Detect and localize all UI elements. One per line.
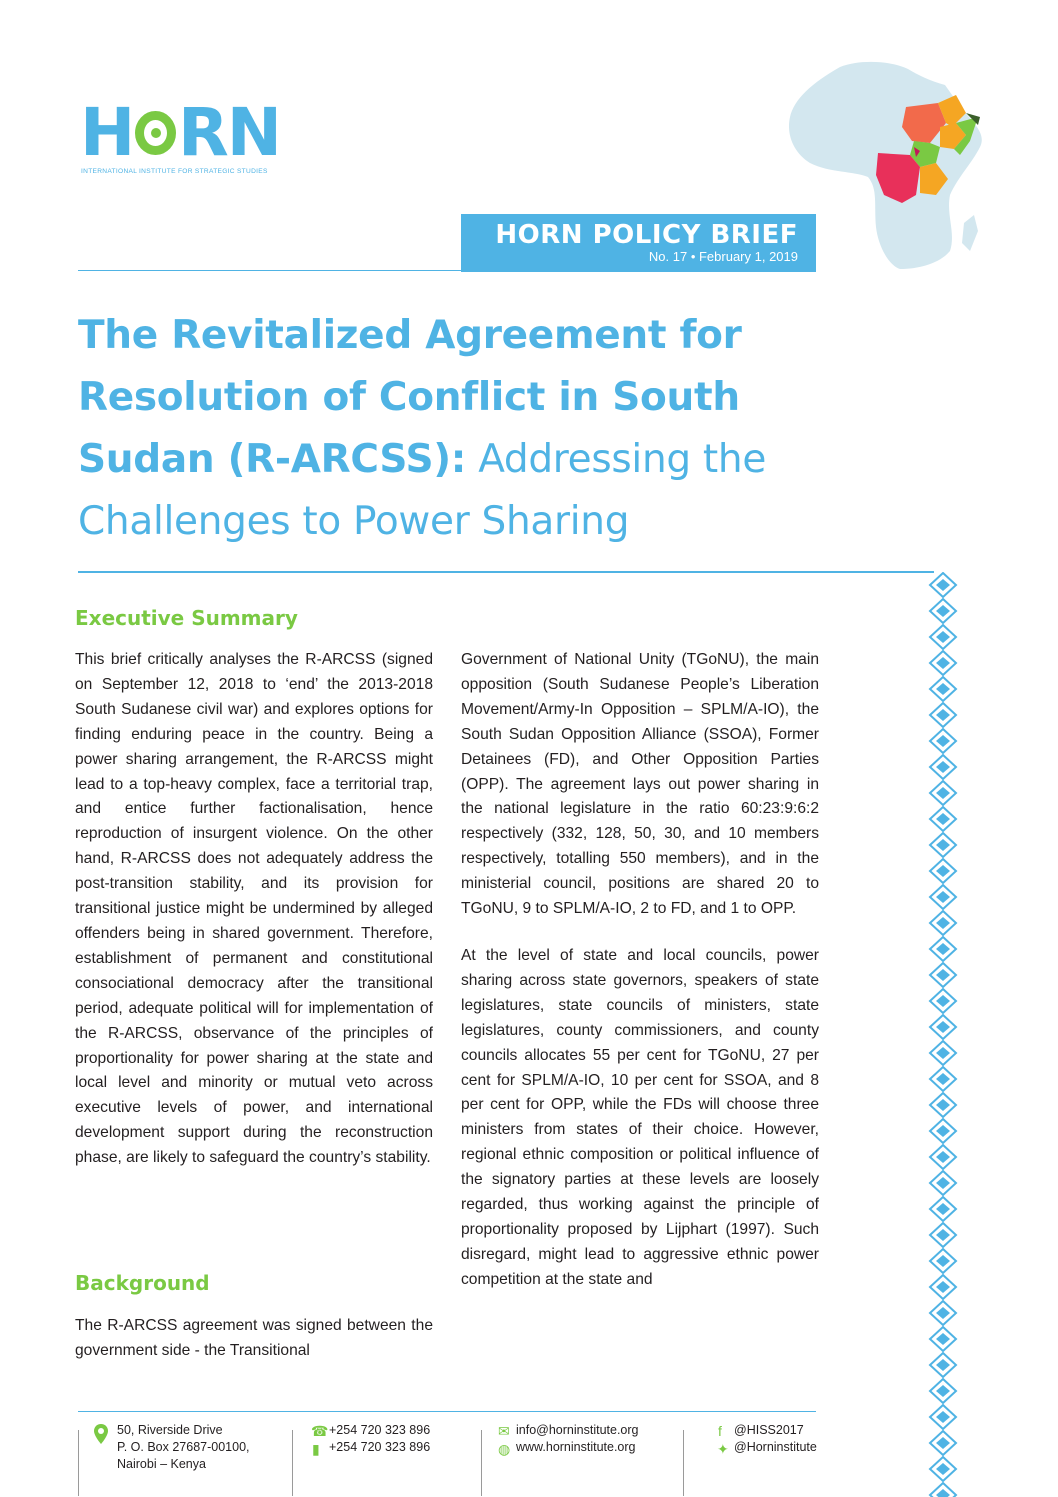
policy-brief-banner [461,214,816,272]
phone-icon: ☎ [311,1423,329,1439]
twitter-icon: ✦ [717,1441,729,1457]
location-pin-icon [94,1424,108,1444]
globe-icon: ◍ [498,1441,511,1457]
right-paragraph-1: Government of National Unity (TGoNU), the main opposition (South Sudanese People’s Liberation Movement/Army-In Opposition – SPLM/A-IO), the South Sudan Opposition Alliance (SSOA), Former Detainees (FD), and Other Opposition Parties (OPP). The agreement lays out power sharing in the national legislature in the ratio 60:23:9:6:2 respectively (332, 128, 50, 30, and 10 members respectively, totalling 550 members), and in the ministerial council, positions are shared 20 to TGoNU, 9 to SPLM/A-IO, 2 to FD, and 1 to OPP. [461,651,819,918]
right-column [461,648,819,1315]
left-column [75,648,433,1193]
address-line-2: P. O. Box 27687-00100, [117,1440,250,1454]
footer-web [516,1422,638,1456]
footer-address [117,1422,250,1473]
footer-separator [481,1430,482,1496]
title-line-3: Sudan (R-ARCSS): [78,437,467,482]
decorative-pattern-strip [928,572,958,1497]
horn-logo [80,94,280,180]
footer-separator [78,1430,79,1496]
footer-phones [329,1422,430,1456]
email-icon: ✉ [498,1423,510,1439]
executive-summary-paragraph: This brief critically analyses the R-ARCSS (signed on September 12, 2018 to ‘end’ the 2013-2018 South Sudanese civil war) and explores options for finding enduring peace in the country. Being a power sharing arrangement, the R-ARCSS might lead to a top-heavy complex, face a territorial trap, and entice further factionalisation, hence reproduction of insurgent violence. On the other hand, R-ARCSS does not adequately address the post-transition stability, and its provision for transitional justice might be undermined by alleged offenders being in shared government. Therefore, establishment of permanent and constitutional consociational democracy after the transitional period, adequate political will for implementation of the R-ARCSS, observance of the principles of proportionality for power sharing at the state and local level and minority or mutual veto across executive levels of power, and international development support during the reconstruction phase, are likely to safeguard the country’s stability. [75,651,433,1167]
address-line-1: 50, Riverside Drive [117,1423,223,1437]
mobile-phone-icon: ▮ [312,1441,320,1457]
facebook-handle[interactable]: @HISS2017 [734,1423,804,1437]
phone-number-2[interactable]: +254 720 323 896 [329,1440,431,1454]
phone-number-1[interactable]: +254 720 323 896 [329,1423,431,1437]
website-link[interactable]: www.horninstitute.org [516,1440,636,1454]
facebook-icon: f [718,1423,722,1439]
email-link[interactable]: info@horninstitute.org [516,1423,639,1437]
executive-summary-heading: Executive Summary [75,606,298,630]
policy-brief-issue: No. 17 • February 1, 2019 [648,249,798,264]
policy-brief-series: HORN POLICY BRIEF [495,220,798,250]
twitter-handle[interactable]: @Horninstitute [734,1440,817,1454]
logo-o-icon [135,111,176,155]
footer-divider [78,1411,816,1412]
title-subtitle-part-1: Addressing the [478,437,767,482]
header-divider [78,270,461,271]
page-title [78,305,798,553]
background-paragraph: The R-ARCSS agreement was signed between the government side - the Transitional [75,1317,433,1359]
title-line-2: Resolution of Conflict in South [78,375,740,420]
logo-subtitle: INTERNATIONAL INSTITUTE FOR STRATEGIC STUDIES [81,168,268,175]
footer-social [734,1422,817,1456]
right-paragraph-2: At the level of state and local councils, power sharing across state governors, speakers of state legislatures, state councils of ministers, state legislatures, county commissioners, and county councils allocates 55 per cent for TGoNU, 27 per cent for SPLM/A-IO, 10 per cent for SSOA, and 8 per cent for OPP, while the FDs will choose three ministers from states of their choice. However, regional ethnic composition or political influence of the signatory parties at these levels are loosely regarded, thus working against the principle of proportionality proposed by Lijphart (1997). Such disregard, might lead to aggressive ethnic power competition at the state and [461,946,819,1288]
title-line-1: The Revitalized Agreement for [78,313,742,358]
logo-wordmark: H RN [80,94,280,171]
title-divider [78,571,934,573]
title-subtitle-part-2: Challenges to Power Sharing [78,499,630,544]
address-line-3: Nairobi – Kenya [117,1457,206,1471]
footer-separator [683,1430,684,1496]
footer-separator [292,1430,293,1496]
background-heading: Background [75,1271,210,1295]
background-column [75,1314,433,1386]
